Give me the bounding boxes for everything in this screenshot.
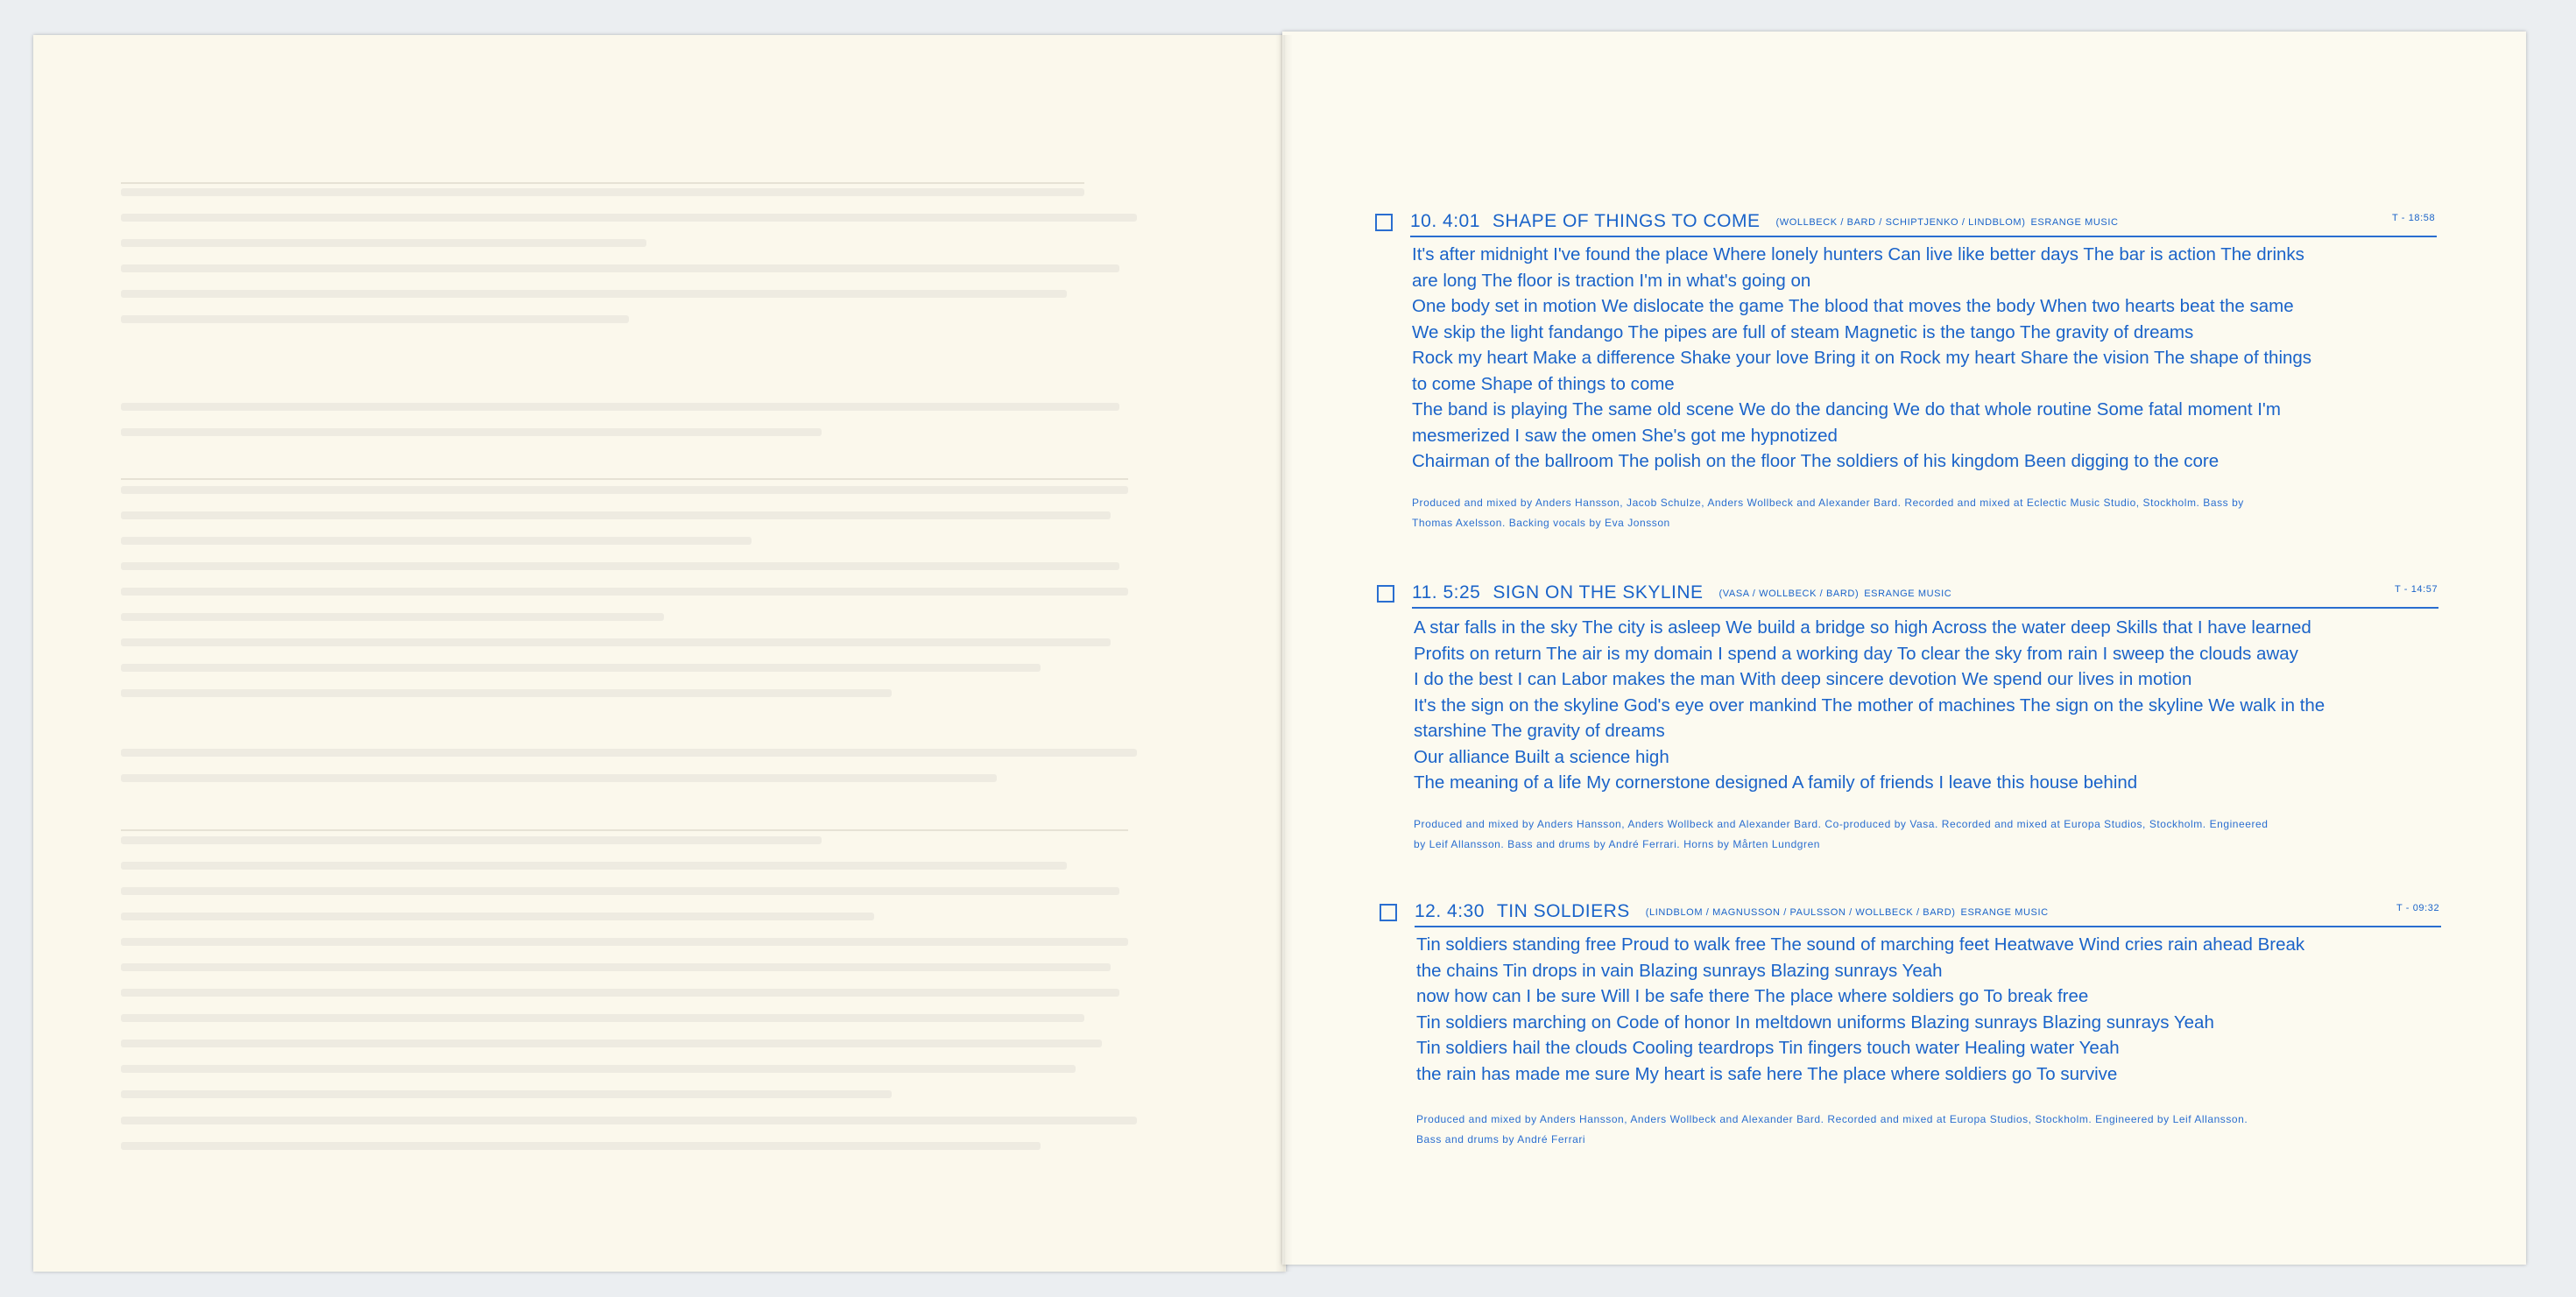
lyric-line: mesmerized I saw the omen She's got me hypnotized: [1412, 425, 1838, 446]
track-title: TIN SOLDIERS: [1496, 901, 1630, 921]
lyric-line: Tin soldiers hail the clouds Cooling teardrops Tin fingers touch water Healing water Yeah: [1416, 1038, 2120, 1058]
lyric-line: It's after midnight I've found the place Where lonely hunters Can live like better days The bar is action The drinks: [1412, 244, 2304, 264]
show-through-line: [121, 1142, 1041, 1150]
show-through-line: [121, 588, 1128, 596]
lyric-line: Profits on return The air is my domain I spend a working day To clear the sky from rain I sweep the clouds away: [1414, 643, 2298, 664]
track-lyrics: [1414, 615, 2325, 796]
show-through-line: [121, 913, 874, 920]
track-checkbox[interactable]: [1380, 904, 1397, 921]
lyric-line: Chairman of the ballroom The polish on the floor The soldiers of his kingdom Been digging to the core: [1412, 451, 2220, 471]
show-through-line: [121, 774, 997, 782]
show-through-rule: [121, 478, 1128, 480]
track-writers: (VASA / WOLLBECK / BARD): [1719, 589, 1860, 599]
show-through-line: [121, 887, 1119, 895]
track-writers: (WOLLBECK / BARD / SCHIPTJENKO / LINDBLOM): [1775, 217, 2026, 228]
lyric-line: The meaning of a life My cornerstone designed A family of friends I leave this house behind: [1414, 772, 2138, 793]
show-through-line: [121, 938, 1128, 946]
track-number: 11.: [1412, 582, 1438, 603]
lyric-line: Rock my heart Make a difference Shake your love Bring it on Rock my heart Share the vision The shape of things: [1412, 348, 2312, 368]
credit-line: Bass and drums by André Ferrari: [1416, 1133, 1586, 1145]
show-through-line: [121, 689, 892, 697]
track-checkbox[interactable]: [1375, 214, 1393, 231]
track-header-rule: [1412, 607, 2438, 609]
show-through-line: [121, 214, 1137, 222]
track-lyrics: [1412, 242, 2311, 475]
show-through-line: [121, 239, 646, 247]
show-through-line: [121, 511, 1111, 519]
track-checkbox[interactable]: [1377, 585, 1394, 603]
show-through-line: [121, 428, 822, 436]
show-through-line: [121, 486, 1128, 494]
lyric-line: Tin soldiers marching on Code of honor In meltdown uniforms Blazing sunrays Blazing sunrays Yeah: [1416, 1012, 2214, 1033]
show-through-line: [121, 1090, 892, 1098]
track-time: 4:30: [1447, 901, 1485, 921]
track-title: SIGN ON THE SKYLINE: [1493, 582, 1704, 603]
track-writers: (LINDBLOM / MAGNUSSON / PAULSSON / WOLLBECK / BARD): [1645, 907, 1956, 918]
track-number: 12.: [1415, 901, 1442, 921]
lyric-line: to come Shape of things to come: [1412, 373, 1675, 394]
track-heading: [1410, 211, 2119, 232]
lyric-line: the rain has made me sure My heart is safe here The place where soldiers go To survive: [1416, 1063, 2118, 1084]
track-heading: [1412, 582, 1951, 603]
track-credits: [1414, 814, 2268, 855]
show-through-line: [121, 1117, 1137, 1124]
left-page-show-through: [33, 35, 1286, 1272]
lyric-line: One body set in motion We dislocate the game The blood that moves the body When two hearts beat the same: [1412, 296, 2294, 316]
show-through-line: [121, 562, 1119, 570]
track-cumulative-time: T - 18:58: [2392, 213, 2436, 223]
lyric-line: Our alliance Built a science high: [1414, 746, 1669, 767]
track-header-rule: [1410, 236, 2437, 237]
show-through-line: [121, 1014, 1084, 1022]
left-page: [33, 35, 1286, 1272]
show-through-line: [121, 836, 822, 844]
track-credits: [1416, 1110, 2248, 1150]
show-through-line: [121, 290, 1067, 298]
show-through-line: [121, 1040, 1102, 1047]
track-time: 4:01: [1443, 211, 1480, 231]
lyric-line: are long The floor is traction I'm in what's going on: [1412, 270, 1811, 291]
track-cumulative-time: T - 14:57: [2395, 584, 2438, 595]
show-through-line: [121, 264, 1119, 272]
track-time: 5:25: [1443, 582, 1481, 603]
credit-line: Produced and mixed by Anders Hansson, Anders Wollbeck and Alexander Bard. Co-produced by Vasa. Recorded and mixed at Europa Studios, Stockholm. Engineered: [1414, 818, 2269, 830]
lyric-line: A star falls in the sky The city is asleep We build a bridge so high Across the water deep Skills that I have learned: [1414, 617, 2311, 638]
show-through-line: [121, 963, 1111, 971]
track-title: SHAPE OF THINGS TO COME: [1492, 211, 1761, 231]
lyric-line: I do the best I can Labor makes the man With deep sincere devotion We spend our lives in motion: [1414, 669, 2192, 689]
show-through-line: [121, 664, 1041, 672]
track-lyrics: [1416, 932, 2304, 1087]
credit-line: Produced and mixed by Anders Hansson, Anders Wollbeck and Alexander Bard. Recorded and mixed at Europa Studios, Stockholm. Engineered by Leif Allansson.: [1416, 1113, 2248, 1125]
lyric-line: the chains Tin drops in vain Blazing sunrays Blazing sunrays Yeah: [1416, 960, 1943, 981]
credit-line: by Leif Allansson. Bass and drums by André Ferrari. Horns by Mårten Lundgren: [1414, 838, 1821, 850]
show-through-line: [121, 1065, 1076, 1073]
lyric-line: starshine The gravity of dreams: [1414, 721, 1665, 741]
lyric-line: The band is playing The same old scene We do the dancing We do that whole routine Some fatal moment I'm: [1412, 399, 2281, 419]
lyric-line: now how can I be sure Will I be safe there The place where soldiers go To break free: [1416, 986, 2089, 1006]
lyric-line: It's the sign on the skyline God's eye over mankind The mother of machines The sign on the skyline We walk in the: [1414, 694, 2325, 715]
track-credits: [1412, 493, 2244, 533]
show-through-line: [121, 315, 629, 323]
show-through-rule: [121, 829, 1128, 831]
show-through-line: [121, 749, 1137, 757]
show-through-line: [121, 638, 1111, 646]
show-through-line: [121, 188, 1084, 196]
credit-line: Thomas Axelsson. Backing vocals by Eva Jonsson: [1412, 517, 1670, 529]
lyric-line: We skip the light fandango The pipes are full of steam Magnetic is the tango The gravity of dreams: [1412, 321, 2194, 342]
show-through-line: [121, 537, 752, 545]
right-page: [1282, 32, 2526, 1265]
show-through-rule: [121, 182, 1084, 184]
track-heading: [1415, 901, 2049, 922]
show-through-line: [121, 862, 1067, 870]
track-cumulative-time: T - 09:32: [2396, 903, 2440, 913]
show-through-line: [121, 403, 1119, 411]
show-through-line: [121, 613, 664, 621]
track-header-rule: [1415, 926, 2441, 927]
track-number: 10.: [1410, 211, 1437, 231]
show-through-line: [121, 989, 1119, 997]
lyric-line: Tin soldiers standing free Proud to walk free The sound of marching feet Heatwave Wind cries rain ahead Break: [1416, 934, 2305, 955]
track-publisher: ESRANGE MUSIC: [1960, 907, 2049, 918]
track-publisher: ESRANGE MUSIC: [2030, 217, 2119, 228]
credit-line: Produced and mixed by Anders Hansson, Jacob Schulze, Anders Wollbeck and Alexander Bard. Recorded and mixed at Eclectic Music Studio, Stockholm. Bass by: [1412, 497, 2244, 509]
track-publisher: ESRANGE MUSIC: [1864, 589, 1952, 599]
